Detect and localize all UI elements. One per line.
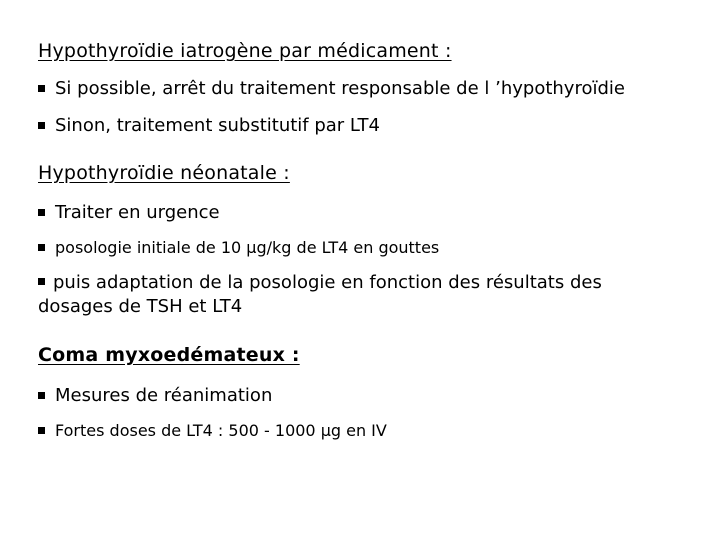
list-item-text: Sinon, traitement substitutif par LT4	[55, 115, 380, 136]
square-bullet-icon	[38, 278, 45, 285]
square-bullet-icon	[38, 209, 45, 216]
square-bullet-icon	[38, 85, 45, 92]
list-item-text: puis adaptation de la posologie en fonction des résultats des dosages de TSH et LT4	[38, 272, 602, 317]
list-item-text: Fortes doses de LT4 : 500 - 1000 µg en IV	[55, 421, 387, 440]
list-item	[38, 78, 625, 99]
list-item-text: posologie initiale de 10 µg/kg de LT4 en gouttes	[55, 238, 440, 257]
list-item-text: Si possible, arrêt du traitement responsable de l ’hypothyroïdie	[55, 78, 625, 99]
square-bullet-icon	[38, 392, 45, 399]
list-item	[38, 202, 220, 223]
heading-iatrogenic-hypothyroidism: Hypothyroïdie iatrogène par médicament :	[38, 40, 452, 62]
list-item	[38, 385, 272, 406]
list-item-text: Traiter en urgence	[55, 202, 220, 223]
heading-neonatal-hypothyroidism: Hypothyroïdie néonatale :	[38, 162, 290, 184]
list-item	[38, 115, 380, 136]
square-bullet-icon	[38, 244, 45, 251]
square-bullet-icon	[38, 427, 45, 434]
square-bullet-icon	[38, 122, 45, 129]
heading-myxedema-coma: Coma myxoedémateux :	[38, 344, 300, 366]
list-item	[38, 421, 387, 440]
list-item	[38, 238, 439, 257]
list-item-text: Mesures de réanimation	[55, 385, 273, 406]
list-item	[38, 271, 678, 319]
